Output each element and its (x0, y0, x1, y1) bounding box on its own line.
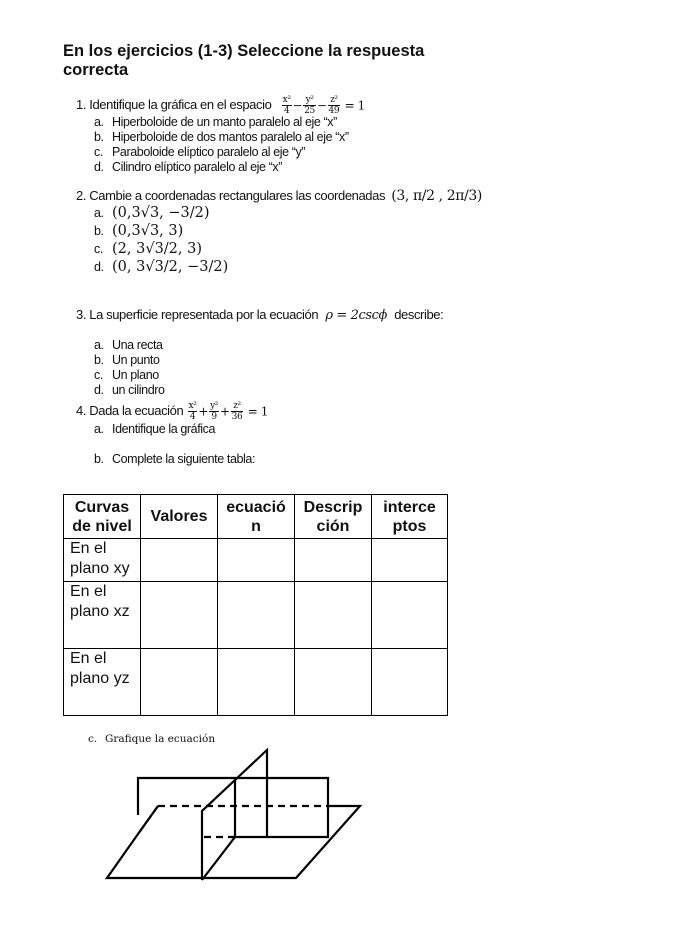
table-header-cell: Curvas de nivel (64, 495, 141, 539)
table-row (64, 582, 448, 649)
question-2-option-b[interactable]: b. (0,3√3, 3) (94, 223, 184, 239)
table-cell[interactable] (218, 649, 295, 716)
table-cell[interactable] (295, 649, 372, 716)
plane-xy-outline (107, 806, 360, 878)
table-header-cell: ecuació n (218, 495, 295, 539)
level-curves-table (63, 494, 448, 716)
question-1 (76, 95, 365, 116)
question-1-option-d[interactable]: d. Cilindro elíptico paralelo al eje “x” (94, 160, 283, 174)
question-3-suffix: describe: (394, 307, 444, 322)
question-4-equation: $\frac{\text{x²}}{4}$ + $\frac{\text{y²}}{9}$ + $\frac{\text{z²}}{36}$ = 1 (188, 401, 269, 422)
question-3-option-c[interactable]: c. Un plano (94, 368, 159, 382)
table-cell[interactable] (372, 649, 448, 716)
question-1-option-b[interactable]: b. Hiperboloide de dos mantos paralelo al eje “x” (94, 130, 349, 144)
table-cell[interactable] (295, 539, 372, 582)
table-row-label: En el plano yz (64, 649, 141, 716)
question-4-part-a: a. Identifique la gráfica (94, 422, 216, 436)
table-cell[interactable] (141, 539, 218, 582)
table-header-cell: Valores (141, 495, 218, 539)
question-4 (76, 401, 268, 422)
question-2-coords: (3, π/2 , 2π/3) (391, 188, 482, 204)
question-2-text: 2. Cambie a coordenadas rectangulares las coordenadas (76, 188, 386, 203)
table-cell[interactable] (372, 539, 448, 582)
table-cell[interactable] (141, 582, 218, 649)
table-row (64, 649, 448, 716)
question-4-text: 4. Dada la ecuación (76, 402, 184, 418)
question-1-equation: $\frac{\text{x²}}{4}$ − $\frac{\text{y²}}{25}$ − $\frac{\text{z²}}{49}$ = 1 (282, 95, 365, 116)
question-3-option-a[interactable]: a. Una recta (94, 338, 163, 352)
question-3-text: 3. La superficie representada por la ecuación (76, 307, 319, 322)
question-3-option-d[interactable]: d. un cilindro (94, 383, 165, 397)
table-header-row (64, 495, 448, 539)
table-cell[interactable] (218, 539, 295, 582)
planes-sketch (100, 745, 370, 885)
question-2 (76, 188, 482, 204)
table-row-label: En el plano xz (64, 582, 141, 649)
table-cell[interactable] (218, 582, 295, 649)
question-1-option-c[interactable]: c. Paraboloide elíptico paralelo al eje “y” (94, 145, 306, 159)
question-1-text: 1. Identifique la gráfica en el espacio (76, 96, 272, 112)
table-header-cell: interce ptos (372, 495, 448, 539)
table-cell[interactable] (372, 582, 448, 649)
table-row (64, 539, 448, 582)
table-cell[interactable] (295, 582, 372, 649)
question-2-option-a[interactable]: a. (0,3√3, −3/2) (94, 205, 210, 221)
question-1-option-a[interactable]: a. Hiperboloide de un manto paralelo al eje “x” (94, 115, 337, 129)
table-row-label: En el plano xy (64, 539, 141, 582)
plane-xz-outline (138, 778, 328, 837)
question-3 (76, 307, 443, 323)
table-header-cell: Descrip ción (295, 495, 372, 539)
question-4-part-c: c. Grafique la ecuación (88, 733, 216, 745)
table-cell[interactable] (141, 649, 218, 716)
plane-xy-hidden-left-edge (138, 806, 158, 834)
question-3-equation: ρ = 2cscϕ (325, 308, 387, 323)
page-title: En los ejercicios (1-3) Seleccione la respuesta correcta (63, 42, 425, 79)
question-4-part-b: b. Complete la siguiente tabla: (94, 452, 256, 466)
question-2-option-d[interactable]: d. (0, 3√3/2, −3/2) (94, 259, 229, 275)
question-3-option-b[interactable]: b. Un punto (94, 353, 160, 367)
question-2-option-c[interactable]: c. (2, 3√3/2, 3) (94, 241, 203, 257)
plane-yz-bottom-edge (202, 837, 235, 880)
